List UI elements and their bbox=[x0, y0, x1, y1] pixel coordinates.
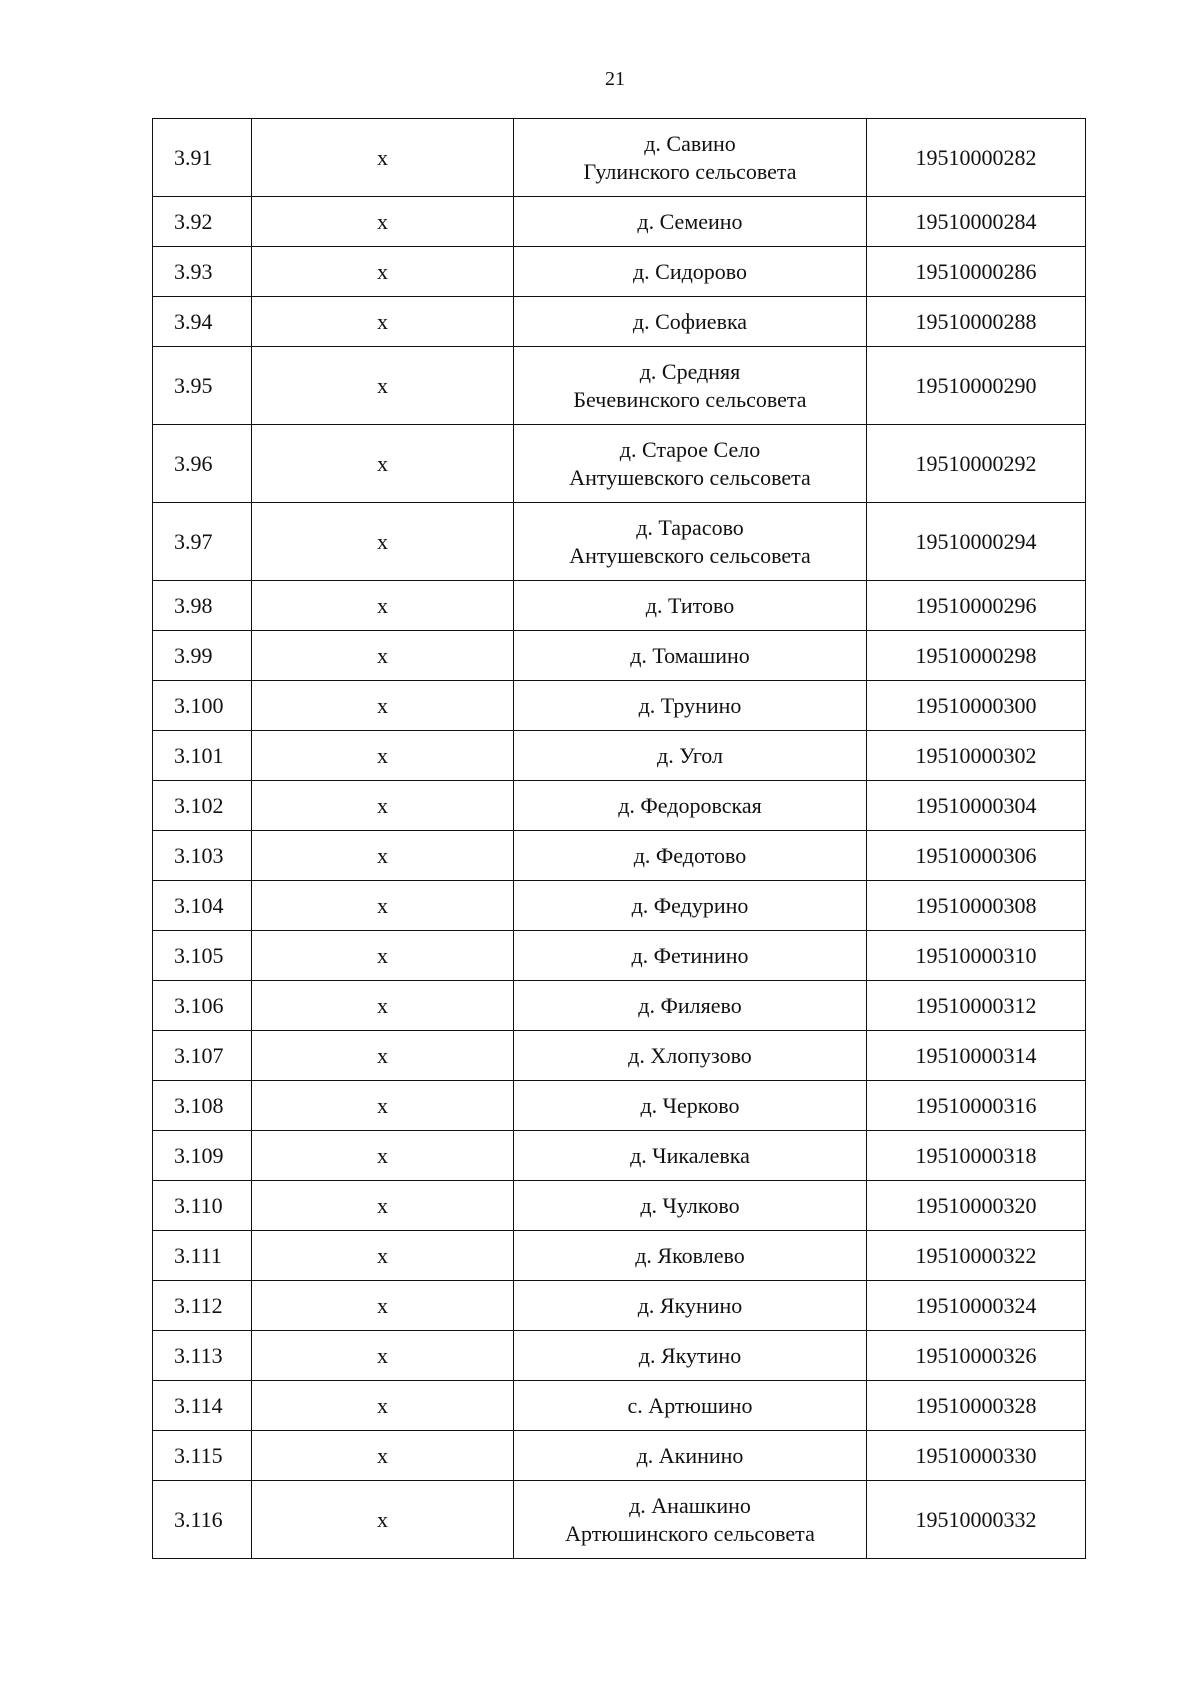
table-row bbox=[153, 1431, 1086, 1481]
row-number: 3.101 bbox=[153, 731, 252, 781]
settlement-name bbox=[514, 681, 867, 731]
row-mark: x bbox=[252, 1231, 514, 1281]
row-number: 3.113 bbox=[153, 1331, 252, 1381]
row-mark: x bbox=[252, 1431, 514, 1481]
table-row bbox=[153, 681, 1086, 731]
settlement-name bbox=[514, 881, 867, 931]
table-row bbox=[153, 1031, 1086, 1081]
row-mark: x bbox=[252, 1481, 514, 1559]
settlement-code: 19510000308 bbox=[867, 881, 1086, 931]
row-number: 3.111 bbox=[153, 1231, 252, 1281]
settlement-code: 19510000324 bbox=[867, 1281, 1086, 1331]
row-number: 3.104 bbox=[153, 881, 252, 931]
settlement-name bbox=[514, 1381, 867, 1431]
table-row bbox=[153, 197, 1086, 247]
settlement-name bbox=[514, 781, 867, 831]
settlement-name bbox=[514, 297, 867, 347]
settlement-name-line: д. Якутино bbox=[638, 1342, 742, 1368]
row-number: 3.95 bbox=[153, 347, 252, 425]
row-mark: x bbox=[252, 1131, 514, 1181]
settlement-name-line: д. Средняя bbox=[639, 358, 741, 384]
row-number: 3.109 bbox=[153, 1131, 252, 1181]
row-mark: x bbox=[252, 831, 514, 881]
settlement-code: 19510000316 bbox=[867, 1081, 1086, 1131]
table-row bbox=[153, 1381, 1086, 1431]
settlement-name-line: Антушевского сельсовета bbox=[569, 542, 811, 568]
row-mark: x bbox=[252, 247, 514, 297]
row-number: 3.103 bbox=[153, 831, 252, 881]
row-number: 3.106 bbox=[153, 981, 252, 1031]
settlement-code: 19510000326 bbox=[867, 1331, 1086, 1381]
row-mark: x bbox=[252, 503, 514, 581]
row-number: 3.112 bbox=[153, 1281, 252, 1331]
table-row bbox=[153, 347, 1086, 425]
table-row bbox=[153, 297, 1086, 347]
table-row bbox=[153, 731, 1086, 781]
settlement-code: 19510000312 bbox=[867, 981, 1086, 1031]
row-mark: x bbox=[252, 981, 514, 1031]
table-row bbox=[153, 581, 1086, 631]
settlement-code: 19510000296 bbox=[867, 581, 1086, 631]
row-mark: x bbox=[252, 1181, 514, 1231]
settlement-name bbox=[514, 831, 867, 881]
row-number: 3.93 bbox=[153, 247, 252, 297]
settlement-name-line: д. Чулково bbox=[640, 1192, 740, 1218]
settlement-name bbox=[514, 981, 867, 1031]
settlement-name-line: д. Хлопузово bbox=[628, 1042, 752, 1068]
settlements-table bbox=[152, 118, 1086, 1559]
row-mark: x bbox=[252, 1331, 514, 1381]
table-row bbox=[153, 1181, 1086, 1231]
settlement-name-line: д. Сидорово bbox=[632, 258, 748, 284]
table-body bbox=[153, 119, 1086, 1559]
settlement-name bbox=[514, 631, 867, 681]
settlement-name bbox=[514, 1181, 867, 1231]
table-row bbox=[153, 503, 1086, 581]
settlement-name-line: д. Угол bbox=[657, 742, 723, 768]
table-row bbox=[153, 931, 1086, 981]
settlement-name-line: д. Филяево bbox=[638, 992, 742, 1018]
settlement-code: 19510000290 bbox=[867, 347, 1086, 425]
row-mark: x bbox=[252, 1381, 514, 1431]
settlement-name-line: д. Федурино bbox=[631, 892, 749, 918]
row-mark: x bbox=[252, 631, 514, 681]
table-row bbox=[153, 1331, 1086, 1381]
settlement-code: 19510000328 bbox=[867, 1381, 1086, 1431]
row-mark: x bbox=[252, 1031, 514, 1081]
settlement-name-line: д. Анашкино bbox=[629, 1492, 751, 1518]
row-number: 3.107 bbox=[153, 1031, 252, 1081]
row-number: 3.100 bbox=[153, 681, 252, 731]
settlement-name-line: д. Трунино bbox=[638, 692, 742, 718]
settlement-name bbox=[514, 931, 867, 981]
row-mark: x bbox=[252, 581, 514, 631]
table-row bbox=[153, 1281, 1086, 1331]
settlement-name bbox=[514, 247, 867, 297]
settlement-name-line: д. Федоровская bbox=[618, 792, 762, 818]
settlement-name bbox=[514, 197, 867, 247]
row-number: 3.108 bbox=[153, 1081, 252, 1131]
settlement-code: 19510000314 bbox=[867, 1031, 1086, 1081]
settlement-code: 19510000284 bbox=[867, 197, 1086, 247]
table-row bbox=[153, 981, 1086, 1031]
settlement-name bbox=[514, 425, 867, 503]
row-number: 3.96 bbox=[153, 425, 252, 503]
settlement-code: 19510000286 bbox=[867, 247, 1086, 297]
row-mark: x bbox=[252, 197, 514, 247]
settlement-name bbox=[514, 1131, 867, 1181]
settlement-code: 19510000332 bbox=[867, 1481, 1086, 1559]
row-number: 3.116 bbox=[153, 1481, 252, 1559]
settlement-name-line: д. Федотово bbox=[633, 842, 747, 868]
settlement-name bbox=[514, 119, 867, 197]
settlement-code: 19510000288 bbox=[867, 297, 1086, 347]
row-number: 3.115 bbox=[153, 1431, 252, 1481]
settlement-name bbox=[514, 347, 867, 425]
settlement-code: 19510000306 bbox=[867, 831, 1086, 881]
settlement-name bbox=[514, 1331, 867, 1381]
table-row bbox=[153, 247, 1086, 297]
row-number: 3.114 bbox=[153, 1381, 252, 1431]
settlement-name-line: Гулинского сельсовета bbox=[583, 158, 797, 184]
table-row bbox=[153, 781, 1086, 831]
row-mark: x bbox=[252, 119, 514, 197]
settlement-name-line: д. Софиевка bbox=[632, 308, 748, 334]
row-number: 3.91 bbox=[153, 119, 252, 197]
settlement-name bbox=[514, 1281, 867, 1331]
settlement-name-line: Антушевского сельсовета bbox=[569, 464, 811, 490]
settlement-name bbox=[514, 731, 867, 781]
settlement-name-line: Бечевинского сельсовета bbox=[573, 386, 807, 412]
settlement-name-line: д. Яковлево bbox=[635, 1242, 745, 1268]
settlement-name-line: д. Тарасово bbox=[636, 514, 744, 540]
row-mark: x bbox=[252, 931, 514, 981]
table-row bbox=[153, 119, 1086, 197]
row-mark: x bbox=[252, 425, 514, 503]
row-number: 3.110 bbox=[153, 1181, 252, 1231]
settlement-name-line: с. Артюшино bbox=[627, 1392, 753, 1418]
settlement-name-line: д. Семеино bbox=[637, 208, 743, 234]
settlement-name bbox=[514, 1081, 867, 1131]
row-mark: x bbox=[252, 297, 514, 347]
settlement-code: 19510000304 bbox=[867, 781, 1086, 831]
settlement-code: 19510000322 bbox=[867, 1231, 1086, 1281]
row-number: 3.94 bbox=[153, 297, 252, 347]
row-number: 3.97 bbox=[153, 503, 252, 581]
table-row bbox=[153, 631, 1086, 681]
row-mark: x bbox=[252, 731, 514, 781]
settlement-name-line: Артюшинского сельсовета bbox=[565, 1520, 815, 1546]
row-mark: x bbox=[252, 1281, 514, 1331]
table-row bbox=[153, 1081, 1086, 1131]
settlement-name-line: д. Акинино bbox=[636, 1442, 744, 1468]
settlement-name-line: д. Старое Село bbox=[619, 436, 761, 462]
table-row bbox=[153, 881, 1086, 931]
row-number: 3.98 bbox=[153, 581, 252, 631]
row-number: 3.102 bbox=[153, 781, 252, 831]
table-row bbox=[153, 831, 1086, 881]
table-row bbox=[153, 1231, 1086, 1281]
settlement-name-line: д. Томашино bbox=[630, 642, 750, 668]
settlement-code: 19510000282 bbox=[867, 119, 1086, 197]
settlement-name bbox=[514, 1431, 867, 1481]
settlement-name bbox=[514, 1231, 867, 1281]
settlement-code: 19510000320 bbox=[867, 1181, 1086, 1231]
table-row bbox=[153, 1131, 1086, 1181]
settlement-name-line: д. Савино bbox=[644, 130, 736, 156]
settlement-name-line: д. Чикалевка bbox=[630, 1142, 750, 1168]
settlement-name bbox=[514, 581, 867, 631]
row-mark: x bbox=[252, 781, 514, 831]
row-mark: x bbox=[252, 681, 514, 731]
settlement-name-line: д. Черково bbox=[640, 1092, 740, 1118]
row-number: 3.92 bbox=[153, 197, 252, 247]
page-number: 21 bbox=[605, 68, 625, 90]
settlement-name-line: д. Фетинино bbox=[631, 942, 749, 968]
row-mark: x bbox=[252, 1081, 514, 1131]
settlement-code: 19510000318 bbox=[867, 1131, 1086, 1181]
settlement-code: 19510000302 bbox=[867, 731, 1086, 781]
row-mark: x bbox=[252, 347, 514, 425]
table-row bbox=[153, 1481, 1086, 1559]
table-row bbox=[153, 425, 1086, 503]
settlement-code: 19510000298 bbox=[867, 631, 1086, 681]
settlement-code: 19510000292 bbox=[867, 425, 1086, 503]
settlement-name-line: д. Титово bbox=[645, 592, 735, 618]
settlement-code: 19510000330 bbox=[867, 1431, 1086, 1481]
row-number: 3.99 bbox=[153, 631, 252, 681]
settlement-name-line: д. Якунино bbox=[637, 1292, 743, 1318]
settlement-code: 19510000294 bbox=[867, 503, 1086, 581]
row-number: 3.105 bbox=[153, 931, 252, 981]
row-mark: x bbox=[252, 881, 514, 931]
settlement-name bbox=[514, 1031, 867, 1081]
settlement-name bbox=[514, 503, 867, 581]
settlement-name bbox=[514, 1481, 867, 1559]
settlement-code: 19510000310 bbox=[867, 931, 1086, 981]
settlement-code: 19510000300 bbox=[867, 681, 1086, 731]
